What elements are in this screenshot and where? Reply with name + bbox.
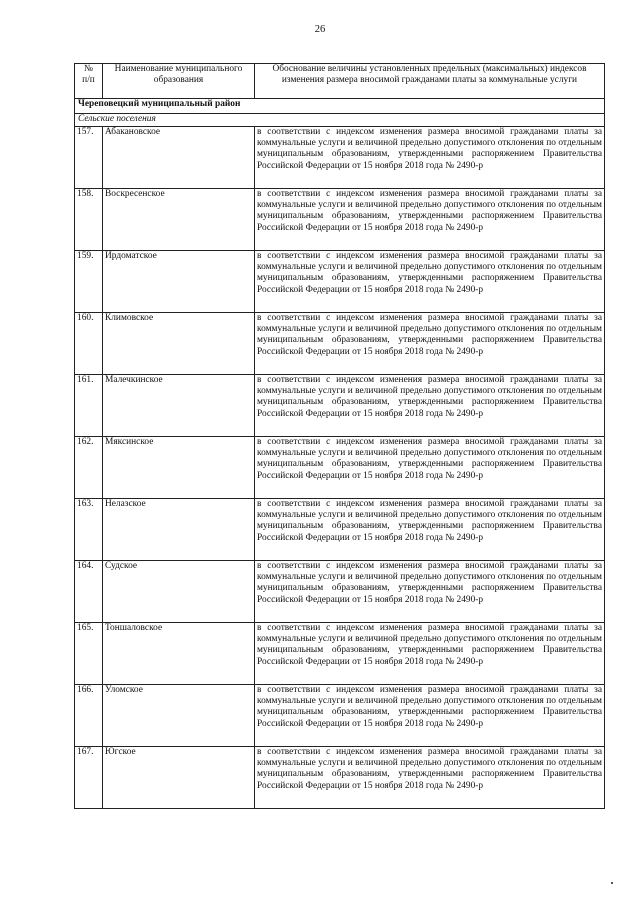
basis-cell [255,313,605,375]
basis-text: в соответствии с индексом изменения размера вносимой гражданами платы за коммунальные услуги и величиной предельно допустимого отклонения по отдельным муниципальным образованиям, утвержденными распоряжением Правительства Российской Федерации от 15 ноября 2018 года № 2490-р [257,437,602,481]
header-basis: Обоснование величины установленных предельных (максимальных) индексов изменения размера вносимой гражданами платы за коммунальные услуги [255,64,605,99]
basis-cell [255,685,605,747]
municipality-name: Воскресенское [103,189,255,251]
table-row [75,313,605,375]
scan-mark [611,882,613,884]
table-row [75,127,605,189]
basis-cell [255,747,605,809]
basis-text: в соответствии с индексом изменения размера вносимой гражданами платы за коммунальные услуги и величиной предельно допустимого отклонения по отдельным муниципальным образованиям, утвержденными распоряжением Правительства Российской Федерации от 15 ноября 2018 года № 2490-р [257,127,602,171]
table-row [75,189,605,251]
district-row [75,99,605,114]
basis-text: в соответствии с индексом изменения размера вносимой гражданами платы за коммунальные услуги и величиной предельно допустимого отклонения по отдельным муниципальным образованиям, утвержденными распоряжением Правительства Российской Федерации от 15 ноября 2018 года № 2490-р [257,251,602,295]
table-header-row [75,64,605,99]
row-number: 161. [75,375,103,437]
row-number: 164. [75,561,103,623]
municipality-name: Малечкинское [103,375,255,437]
municipality-name: Уломское [103,685,255,747]
header-number: № п/п [75,64,103,99]
basis-text: в соответствии с индексом изменения размера вносимой гражданами платы за коммунальные услуги и величиной предельно допустимого отклонения по отдельным муниципальным образованиям, утвержденными распоряжением Правительства Российской Федерации от 15 ноября 2018 года № 2490-р [257,499,602,543]
table-row [75,685,605,747]
table-row [75,375,605,437]
row-number: 158. [75,189,103,251]
basis-text: в соответствии с индексом изменения размера вносимой гражданами платы за коммунальные услуги и величиной предельно допустимого отклонения по отдельным муниципальным образованиям, утвержденными распоряжением Правительства Российской Федерации от 15 ноября 2018 года № 2490-р [257,747,602,791]
basis-text: в соответствии с индексом изменения размера вносимой гражданами платы за коммунальные услуги и величиной предельно допустимого отклонения по отдельным муниципальным образованиям, утвержденными распоряжением Правительства Российской Федерации от 15 ноября 2018 года № 2490-р [257,189,602,233]
municipality-name: Судское [103,561,255,623]
row-number: 157. [75,127,103,189]
row-number: 163. [75,499,103,561]
municipality-name: Ирдоматское [103,251,255,313]
table-row [75,437,605,499]
basis-text: в соответствии с индексом изменения размера вносимой гражданами платы за коммунальные услуги и величиной предельно допустимого отклонения по отдельным муниципальным образованиям, утвержденными распоряжением Правительства Российской Федерации от 15 ноября 2018 года № 2490-р [257,313,602,357]
basis-cell [255,189,605,251]
basis-cell [255,623,605,685]
basis-text: в соответствии с индексом изменения размера вносимой гражданами платы за коммунальные услуги и величиной предельно допустимого отклонения по отдельным муниципальным образованиям, утвержденными распоряжением Правительства Российской Федерации от 15 ноября 2018 года № 2490-р [257,685,602,729]
basis-text: в соответствии с индексом изменения размера вносимой гражданами платы за коммунальные услуги и величиной предельно допустимого отклонения по отдельным муниципальным образованиям, утвержденными распоряжением Правительства Российской Федерации от 15 ноября 2018 года № 2490-р [257,375,602,419]
basis-cell [255,437,605,499]
municipality-name: Мяксинское [103,437,255,499]
page-number: 26 [314,24,326,35]
basis-cell [255,499,605,561]
municipality-name: Абакановское [103,127,255,189]
row-number: 166. [75,685,103,747]
subgroup-row [75,114,605,127]
subgroup-name: Сельские поселения [75,114,605,127]
header-municipality: Наименование муниципального образования [103,64,255,99]
row-number: 165. [75,623,103,685]
municipality-name: Югское [103,747,255,809]
district-name: Череповецкий муниципальный район [75,99,605,114]
table-row [75,251,605,313]
table-row [75,747,605,809]
municipality-name: Климовское [103,313,255,375]
row-number: 159. [75,251,103,313]
basis-text: в соответствии с индексом изменения размера вносимой гражданами платы за коммунальные услуги и величиной предельно допустимого отклонения по отдельным муниципальным образованиям, утвержденными распоряжением Правительства Российской Федерации от 15 ноября 2018 года № 2490-р [257,561,602,605]
basis-text: в соответствии с индексом изменения размера вносимой гражданами платы за коммунальные услуги и величиной предельно допустимого отклонения по отдельным муниципальным образованиям, утвержденными распоряжением Правительства Российской Федерации от 15 ноября 2018 года № 2490-р [257,623,602,667]
tariff-index-table [74,63,605,809]
municipality-name: Тоншаловское [103,623,255,685]
basis-cell [255,375,605,437]
row-number: 162. [75,437,103,499]
row-number: 167. [75,747,103,809]
table-row [75,561,605,623]
basis-cell [255,561,605,623]
basis-cell [255,251,605,313]
table-row [75,499,605,561]
basis-cell [255,127,605,189]
row-number: 160. [75,313,103,375]
municipality-name: Нелазское [103,499,255,561]
table-row [75,623,605,685]
